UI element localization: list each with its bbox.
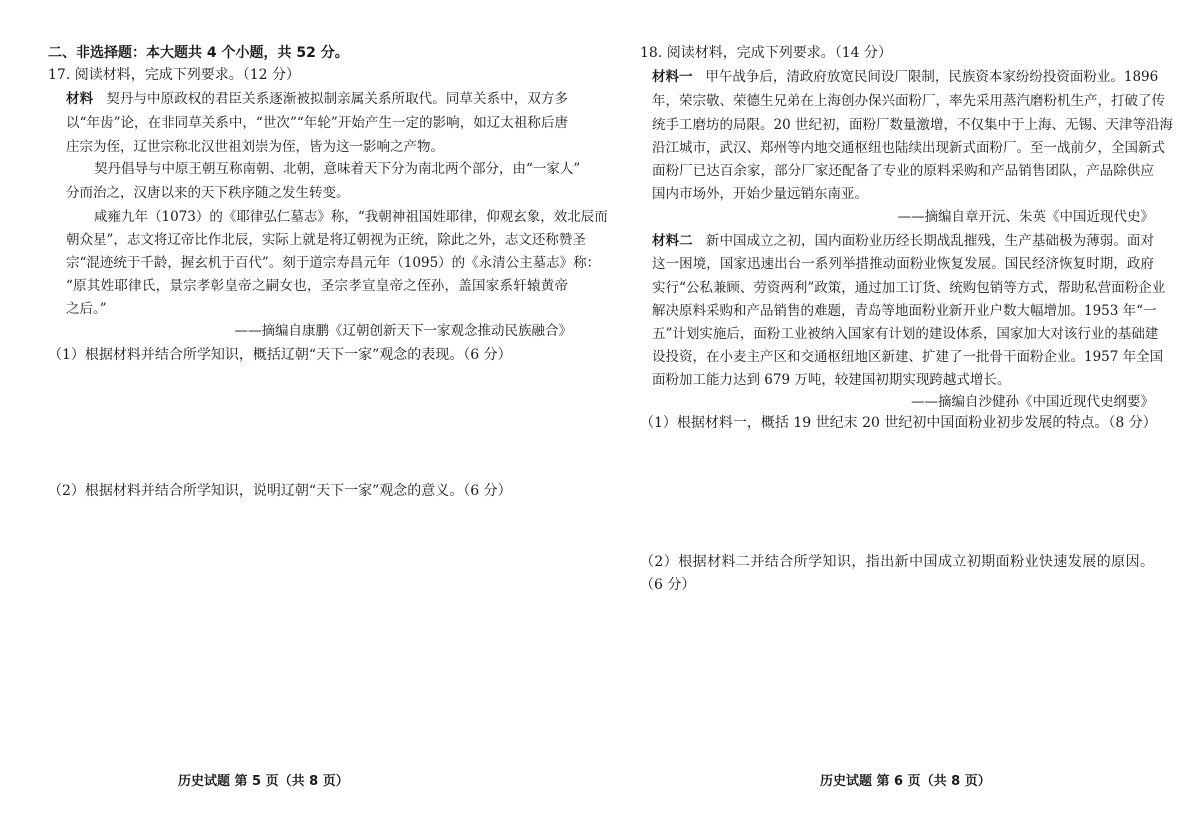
material1-line-2: 统手工磨坊的局限。20 世纪初，面粉厂数量激增，不仅集中于上海、无锡、天津等沿海: [652, 117, 1173, 133]
material1-line-4: 面粉厂已达百余家，部分厂家还配备了专业的原料采购和产品销售团队，产品除供应: [652, 163, 1154, 179]
section-heading: 二、非选择题：本大题共 4 个小题，共 52 分。: [48, 45, 349, 61]
material2-line-2: 实行“公私兼顾、劳资两利”政策，通过加工订货、统购包销等方式，帮助私营面粉企业: [652, 280, 1166, 296]
material-line-7: 宗“混迹统于千龄，握玄机于百代”。刻于道宗寿昌元年（1095）的《永清公主墓志》称：: [66, 255, 601, 271]
material1-line-5: 国内市场外，开始少量远销东南亚。: [652, 186, 868, 202]
material-line-2: 庄宗为侄，辽世宗称北汉世祖刘崇为侄，皆为这一影响之产物。: [66, 139, 444, 155]
material1-line-1: 年，荣宗敬、荣德生兄弟在上海创办保兴面粉厂，率先采用蒸汽磨粉机生产，打破了传: [652, 93, 1165, 109]
material2-line-3: 解决原料采购和产品销售的难题，青岛等地面粉业新开业户数大幅增加。1953 年“一: [652, 303, 1157, 319]
question-18-2-score: （6 分）: [640, 577, 696, 593]
question-18-2: （2）根据材料二并结合所学知识，指出新中国成立初期面粉业快速发展的原因。: [640, 554, 1154, 570]
question-18-1: （1）根据材料一，概括 19 世纪末 20 世纪初中国面粉业初步发展的特点。（8 分）: [640, 415, 1157, 431]
material2-label: 材料二: [652, 233, 693, 249]
page-footer-left: 历史试题 第 5 页（共 8 页）: [178, 774, 349, 789]
material-label: 材料: [66, 91, 94, 107]
material2-line-5: 设投资，在小麦主产区和交通枢纽地区新建、扩建了一批骨干面粉企业。1957 年全国: [652, 349, 1164, 365]
material-line-8: “原其姓耶律氏，景宗孝彰皇帝之嗣女也，圣宗孝宣皇帝之侄孙，盖国家系轩辕黄帝: [66, 278, 568, 294]
right-page: [640, 0, 1173, 832]
material1-line-3: 沿江城市，武汉、郑州等内地交通枢纽也陆续出现新式面粉厂。至一战前夕，全国新式: [652, 140, 1165, 156]
question-17-title: 17. 阅读材料，完成下列要求。（12 分）: [48, 67, 300, 83]
material1-label: 材料一: [652, 69, 693, 85]
material-line-3: 契丹倡导与中原王朝互称南朝、北朝，意味着天下分为南北两个部分，由“一家人”: [94, 161, 581, 177]
material-source: ——摘编自康鹏《辽朝创新天下一家观念推动民族融合》: [234, 323, 572, 339]
material2-line-6: 面粉加工能力达到 679 万吨，较建国初期实现跨越式增长。: [652, 372, 1011, 388]
material-line-5: 咸雍九年（1073）的《耶律弘仁墓志》称，“我朝神祖国姓耶律，仰观玄象，效北辰而: [94, 209, 608, 225]
material2-line-1: 这一困境，国家迅速出台一系列举措推动面粉业恢复发展。国民经济恢复时期，政府: [652, 256, 1154, 272]
question-18-title: 18. 阅读材料，完成下列要求。（14 分）: [640, 45, 892, 61]
material-line-1: 以“年齿”论，在非同草关系中，“世次”“年轮”开始产生一定的影响，如辽太祖称后唐: [66, 115, 568, 131]
material-line-6: 朝众星”，志文将辽帝比作北辰，实际上就是将辽朝视为正统，除此之外，志文还称赞圣: [66, 232, 586, 248]
question-17-1: （1）根据材料并结合所学知识，概括辽朝“天下一家”观念的表现。（6 分）: [48, 347, 512, 363]
material2-line-0: 材料二 新中国成立之初，国内面粉业历经长期战乱摧残，生产基础极为薄弱。面对: [652, 233, 1155, 249]
question-17-2: （2）根据材料并结合所学知识，说明辽朝“天下一家”观念的意义。（6 分）: [48, 483, 512, 499]
material1-source: ——摘编自章开沅、朱英《中国近现代史》: [897, 209, 1154, 225]
material-line-0: 材料 契丹与中原政权的君臣关系逐渐被拟制亲属关系所取代。同草关系中，双方多: [66, 91, 569, 107]
page-footer-right: 历史试题 第 6 页（共 8 页）: [820, 774, 991, 789]
material-line-9: 之后。”: [66, 301, 107, 317]
left-page: [48, 0, 608, 832]
material-line-4: 分而治之，汉唐以来的天下秩序随之发生转变。: [66, 185, 350, 201]
material1-line-0: 材料一 甲午战争后，清政府放宽民间设厂限制，民族资本家纷纷投资面粉业。1896: [652, 69, 1159, 85]
material2-line-4: 五”计划实施后，面粉工业被纳入国家有计划的建设体系，国家加大对该行业的基础建: [652, 326, 1159, 342]
material2-source: ——摘编自沙健孙《中国近现代史纲要》: [911, 394, 1154, 410]
